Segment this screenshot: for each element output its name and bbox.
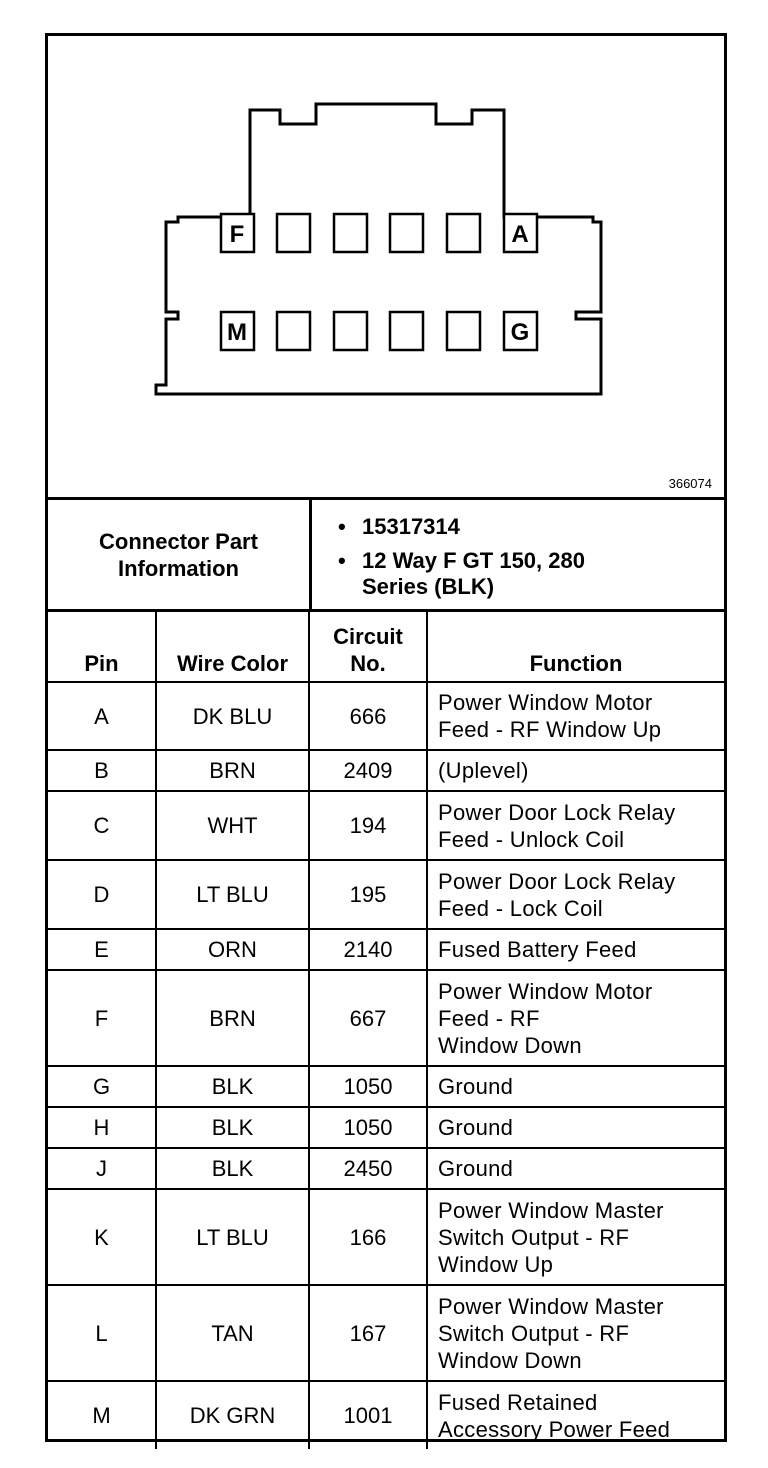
- header-function: Function: [427, 612, 724, 682]
- cell-circuit-no: 1050: [309, 1066, 427, 1107]
- cell-function: Ground: [427, 1107, 724, 1148]
- cell-circuit-no: 1001: [309, 1381, 427, 1449]
- header-wire-color: Wire Color: [156, 612, 309, 682]
- cell-wire-color: LT BLU: [156, 1189, 309, 1285]
- cell-wire-color: WHT: [156, 791, 309, 860]
- cavity-row-bottom: [221, 312, 537, 350]
- table-header-row: [48, 612, 724, 682]
- cell-circuit-no: 1050: [309, 1107, 427, 1148]
- cell-wire-color: ORN: [156, 929, 309, 970]
- cavity-top-5: [447, 214, 480, 252]
- cell-wire-color: BRN: [156, 750, 309, 791]
- connector-face-drawing: [48, 36, 724, 497]
- cell-circuit-no: 667: [309, 970, 427, 1066]
- table-row: [48, 1107, 724, 1148]
- cavity-label-G: G: [510, 319, 530, 346]
- table-row: [48, 1066, 724, 1107]
- cell-wire-color: LT BLU: [156, 860, 309, 929]
- header-circuit-no: Circuit No.: [309, 612, 427, 682]
- cell-circuit-no: 2450: [309, 1148, 427, 1189]
- cell-pin: G: [48, 1066, 156, 1107]
- table-row: [48, 1189, 724, 1285]
- header-pin: Pin: [48, 612, 156, 682]
- connector-diagram: [48, 36, 724, 497]
- cavity-label-M: M: [227, 319, 247, 346]
- cell-function: Power Window Motor Feed - RF Window Up: [427, 682, 724, 750]
- table-row: [48, 860, 724, 929]
- connector-part-info-list: [338, 514, 714, 608]
- table-row: [48, 929, 724, 970]
- connector-series: • 12 Way F GT 150, 280 Series (BLK): [338, 548, 714, 600]
- cell-pin: J: [48, 1148, 156, 1189]
- part-number: • 15317314: [338, 514, 714, 540]
- cell-circuit-no: 167: [309, 1285, 427, 1381]
- cell-pin: C: [48, 791, 156, 860]
- table-row: [48, 1285, 724, 1381]
- cell-function: Power Door Lock Relay Feed - Lock Coil: [427, 860, 724, 929]
- cell-function: Power Door Lock Relay Feed - Unlock Coil: [427, 791, 724, 860]
- cavity-top-4: [390, 214, 423, 252]
- cell-circuit-no: 2409: [309, 750, 427, 791]
- table-row: [48, 682, 724, 750]
- table-row: [48, 1148, 724, 1189]
- cell-circuit-no: 666: [309, 682, 427, 750]
- connector-part-info-label: Connector Part Information: [48, 500, 312, 609]
- cell-function: Power Window Master Switch Output - RF Window Down: [427, 1285, 724, 1381]
- pin-out-table: [48, 612, 724, 1449]
- table-row: [48, 791, 724, 860]
- cell-wire-color: BLK: [156, 1107, 309, 1148]
- cavity-bottom-4: [390, 312, 423, 350]
- cavity-row-top: [221, 214, 537, 252]
- cell-wire-color: BLK: [156, 1066, 309, 1107]
- cell-pin: H: [48, 1107, 156, 1148]
- cell-wire-color: BRN: [156, 970, 309, 1066]
- cell-pin: K: [48, 1189, 156, 1285]
- cavity-top-2: [277, 214, 310, 252]
- cell-pin: A: [48, 682, 156, 750]
- cell-function: Fused Retained Accessory Power Feed: [427, 1381, 724, 1449]
- cell-wire-color: TAN: [156, 1285, 309, 1381]
- table-row: [48, 970, 724, 1066]
- cell-circuit-no: 194: [309, 791, 427, 860]
- cell-pin: F: [48, 970, 156, 1066]
- cell-wire-color: DK BLU: [156, 682, 309, 750]
- cell-function: (Uplevel): [427, 750, 724, 791]
- cell-wire-color: BLK: [156, 1148, 309, 1189]
- cell-circuit-no: 166: [309, 1189, 427, 1285]
- cell-pin: M: [48, 1381, 156, 1449]
- cell-pin: L: [48, 1285, 156, 1381]
- cavity-top-3: [334, 214, 367, 252]
- cell-function: Power Window Master Switch Output - RF Window Up: [427, 1189, 724, 1285]
- cell-wire-color: DK GRN: [156, 1381, 309, 1449]
- cell-function: Fused Battery Feed: [427, 929, 724, 970]
- table-row: [48, 1381, 724, 1449]
- cell-function: Ground: [427, 1066, 724, 1107]
- figure-id: 366074: [668, 476, 712, 491]
- cavity-bottom-2: [277, 312, 310, 350]
- connector-part-info: [48, 497, 724, 612]
- cell-pin: D: [48, 860, 156, 929]
- cell-function: Power Window Motor Feed - RF Window Down: [427, 970, 724, 1066]
- pin-table-body: [48, 682, 724, 1449]
- connector-document: [45, 33, 727, 1442]
- cavity-bottom-5: [447, 312, 480, 350]
- cell-pin: E: [48, 929, 156, 970]
- cavity-bottom-3: [334, 312, 367, 350]
- cavity-label-F: F: [229, 221, 245, 248]
- cell-function: Ground: [427, 1148, 724, 1189]
- cell-circuit-no: 2140: [309, 929, 427, 970]
- cell-circuit-no: 195: [309, 860, 427, 929]
- cell-pin: B: [48, 750, 156, 791]
- cavity-label-A: A: [511, 221, 529, 248]
- table-row: [48, 750, 724, 791]
